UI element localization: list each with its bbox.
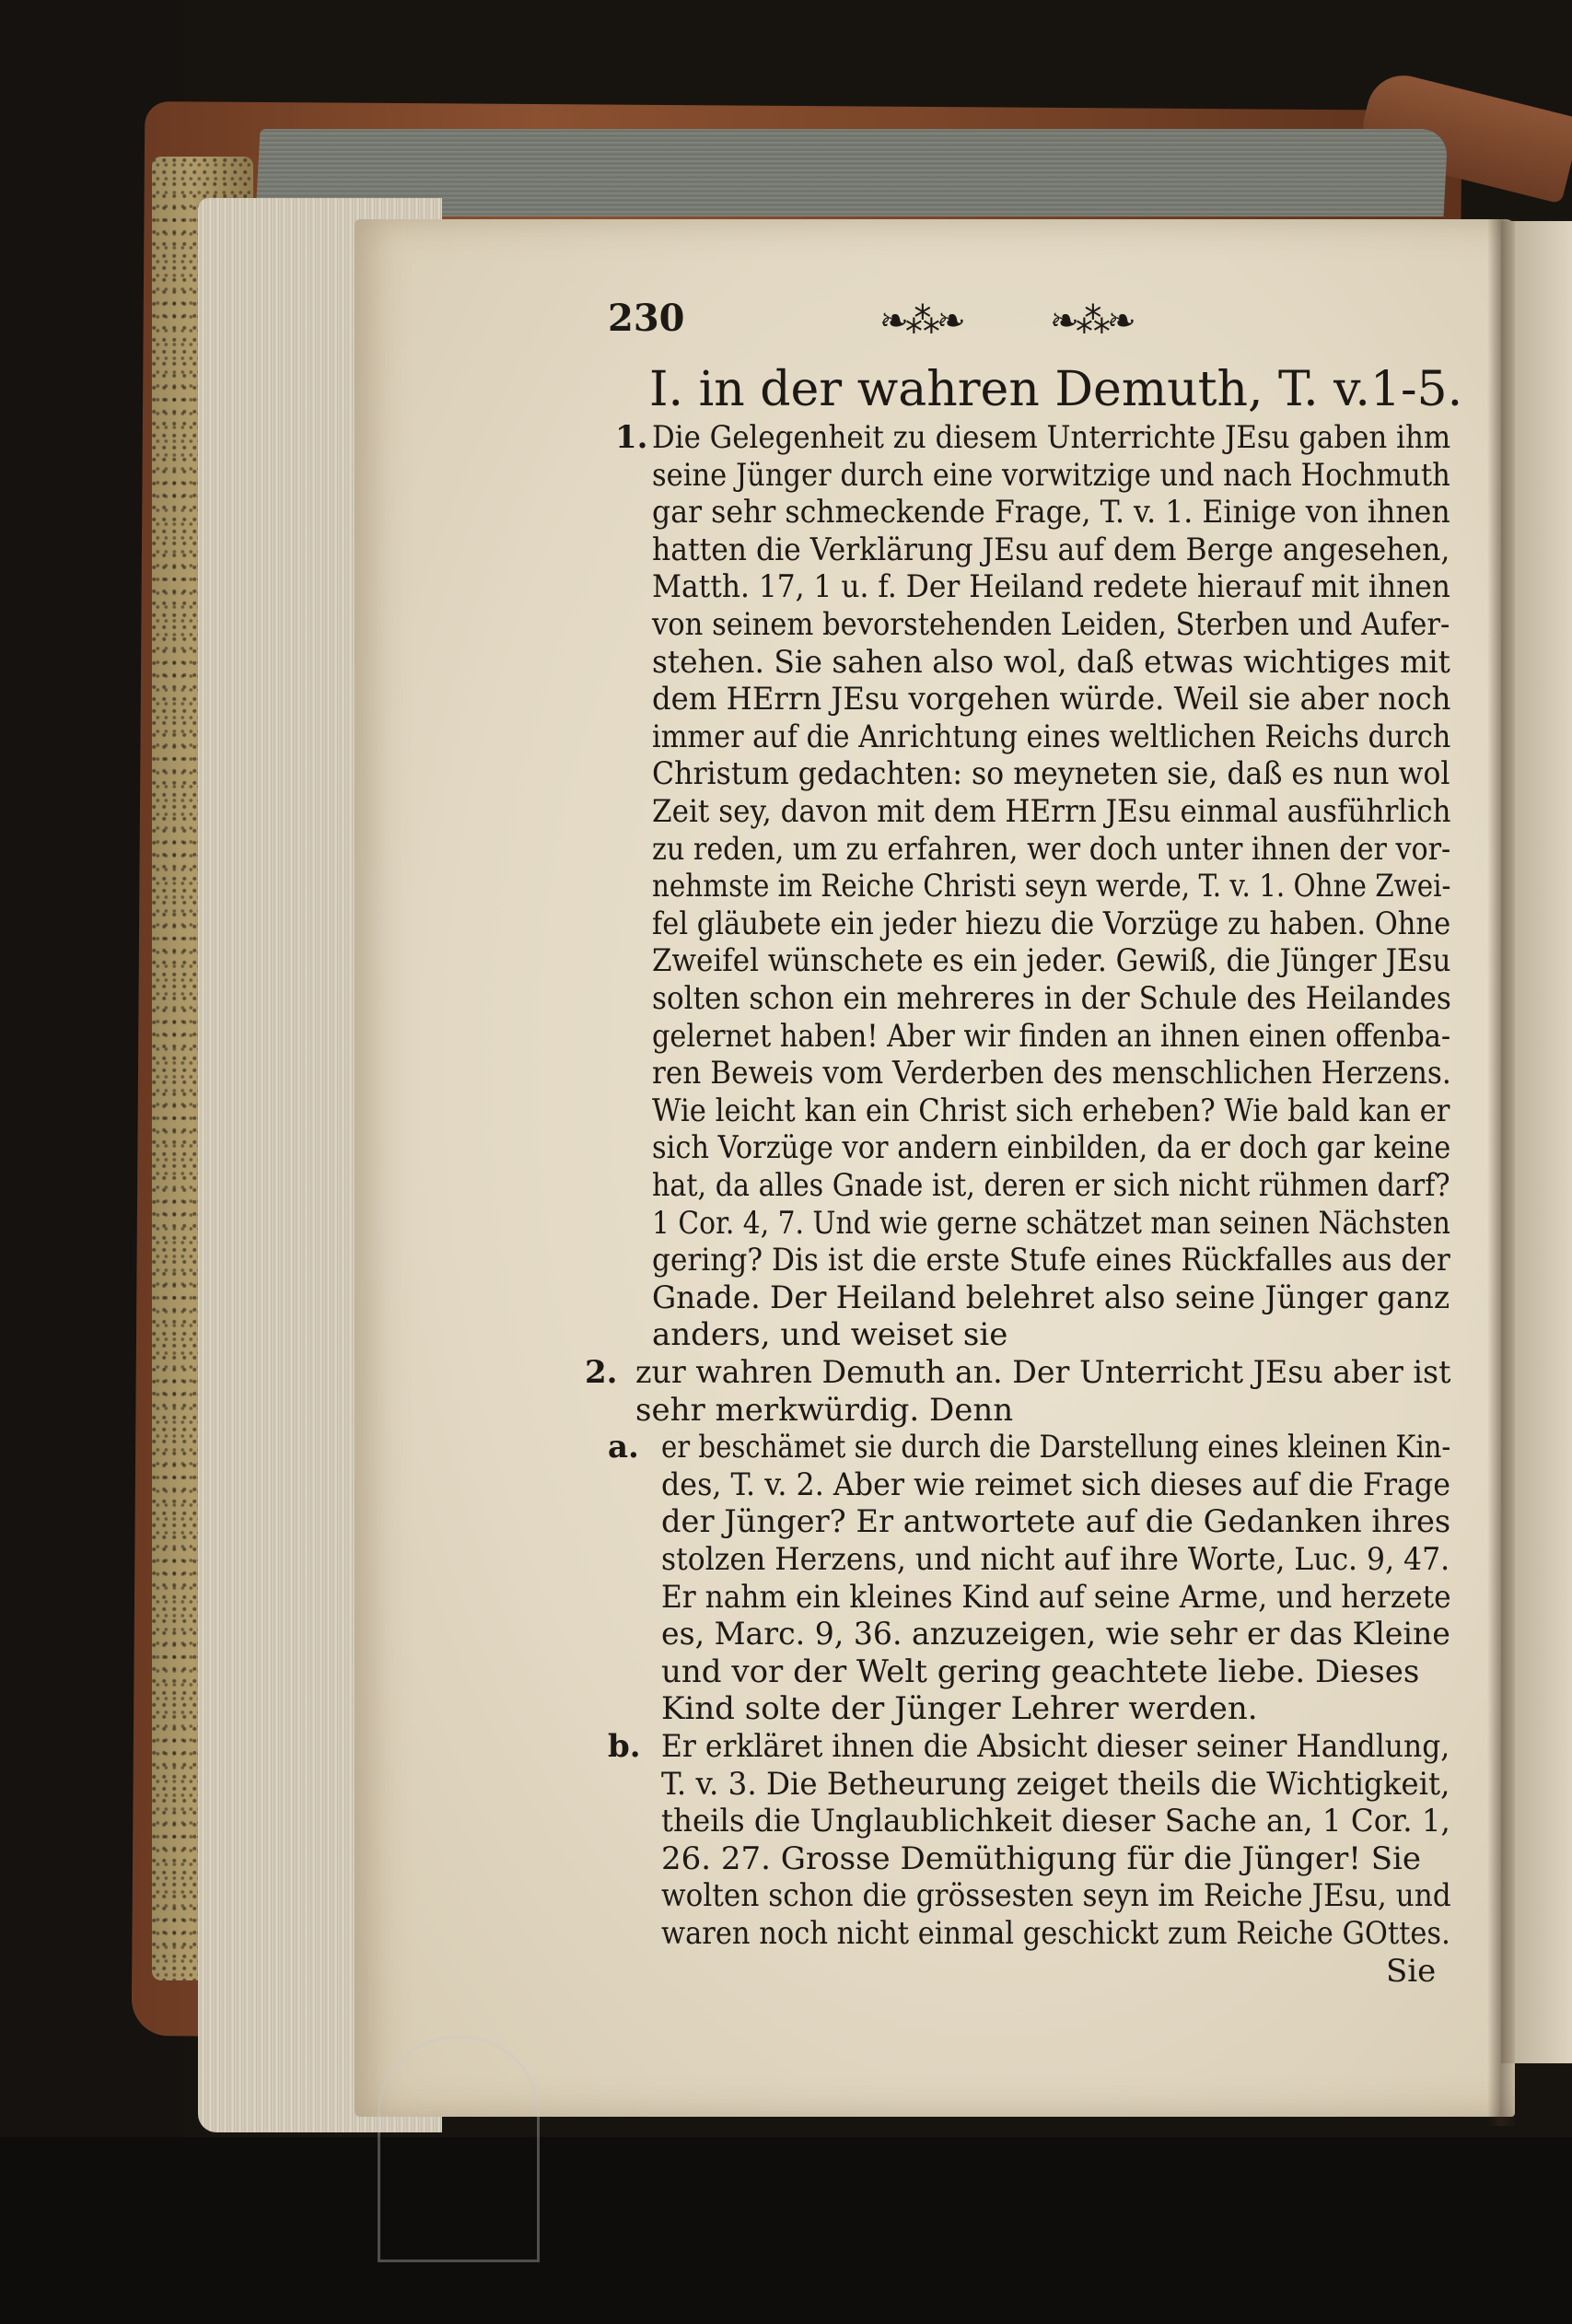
text-line: gar sehr schmeckende Frage, T. v. 1. Einige von ihnen [652, 494, 1450, 531]
text-line: Er erkläret ihnen die Absicht dieser seiner Handlung, [661, 1728, 1450, 1765]
text-line: Zeit sey, davon mit dem HErrn JEsu einmal ausführlich [652, 793, 1451, 830]
list-marker: a. [608, 1429, 639, 1466]
text-line: sich Vorzüge vor andern einbilden, da er doch gar keine [652, 1129, 1451, 1167]
page-gutter [1487, 219, 1515, 2126]
ornament-right-icon: ❧⁂❧ [1050, 300, 1133, 341]
list-marker: b. [608, 1728, 641, 1765]
text-line: T. v. 3. Die Betheurung zeiget theils die Wichtigkeit, [661, 1765, 1450, 1803]
text-line: 26. 27. Grosse Demüthigung für die Jünger! Sie [661, 1839, 1421, 1877]
text-line: seine Jünger durch eine vorwitzige und nach Hochmuth [652, 456, 1450, 494]
text-line: Christum gedachten: so meyneten sie, daß es nun wol [652, 755, 1450, 793]
text-line: er beschämet sie durch die Darstellung eines kleinen Kin- [661, 1429, 1451, 1466]
text-line: ren Beweis vom Verderben des menschlichen Herzens. [652, 1055, 1451, 1092]
text-line: hatten die Verklärung JEsu auf dem Berge angesehen, [652, 531, 1450, 568]
text-line: wolten schon die grössesten seyn im Reiche JEsu, und [661, 1877, 1451, 1915]
text-line: dem HErrn JEsu vorgehen würde. Weil sie aber noch [652, 681, 1451, 718]
text-line: Gnade. Der Heiland belehret also seine Jünger ganz [652, 1279, 1450, 1316]
page-clip [378, 2036, 540, 2262]
text-line: der Jünger? Er antwortete auf die Gedanken ihres [661, 1503, 1451, 1541]
page-number: 230 [608, 297, 685, 340]
list-marker: 1. [615, 419, 648, 456]
text-line: anders, und weiset sie [652, 1316, 1008, 1354]
text-line: Matth. 17, 1 u. f. Der Heiland redete hierauf mit ihnen [652, 568, 1450, 606]
text-line: Er nahm ein kleines Kind auf seine Arme, und herzete [661, 1578, 1451, 1616]
text-line: des, T. v. 2. Aber wie reimet sich dieses auf die Frage [661, 1466, 1451, 1503]
text-line: hat, da alles Gnade ist, deren er sich nicht rühmen darf? [652, 1167, 1450, 1204]
text-line: theils die Unglaublichkeit dieser Sache an, 1 Cor. 1, [661, 1803, 1450, 1840]
text-line: zu reden, um zu erfahren, wer doch unter ihnen der vor- [652, 830, 1451, 868]
ornament-left-icon: ❧⁂❧ [879, 300, 962, 341]
text-line: Sie [1386, 1952, 1437, 1990]
text-line: solten schon ein mehreres in der Schule des Heilandes [652, 980, 1451, 1017]
text-line: 1 Cor. 4, 7. Und wie gerne schätzet man seinen Nächsten [652, 1204, 1450, 1242]
text-line: Die Gelegenheit zu diesem Unterrichte JEsu gaben ihm [652, 419, 1451, 456]
page-header [608, 297, 1197, 352]
list-marker: 2. [585, 1354, 618, 1391]
text-line: Kind solte der Jünger Lehrer werden. [661, 1690, 1258, 1728]
text-line: immer auf die Anrichtung eines weltlichen Reichs durch [652, 718, 1451, 755]
text-line: gering? Dis ist die erste Stufe eines Rückfalles aus der [652, 1242, 1450, 1279]
section-heading: I. in der wahren Demuth, T. v.1-5. [649, 362, 1463, 417]
text-line: es, Marc. 9, 36. anzuzeigen, wie sehr er das Kleine [661, 1616, 1450, 1653]
text-line: von seinem bevorstehenden Leiden, Sterben und Aufer- [652, 606, 1450, 643]
text-line: und vor der Welt gering geachtete liebe. Dieses [661, 1652, 1420, 1690]
text-line: stehen. Sie sahen also wol, daß etwas wichtiges mit [652, 643, 1450, 681]
text-line: nehmste im Reiche Christi seyn werde, T. v. 1. Ohne Zwei- [652, 868, 1451, 905]
text-line: waren noch nicht einmal geschickt zum Reiche GOttes. [661, 1915, 1450, 1952]
text-line: Wie leicht kan ein Christ sich erheben? Wie bald kan er [652, 1092, 1450, 1129]
text-line: sehr merkwürdig. Denn [635, 1391, 1014, 1429]
text-line: gelernet haben! Aber wir finden an ihnen einen offenba- [652, 1017, 1451, 1055]
text-line: Zweifel wünschete es ein jeder. Gewiß, die Jünger JEsu [652, 942, 1451, 980]
text-line: stolzen Herzens, und nicht auf ihre Worte, Luc. 9, 47. [661, 1541, 1450, 1578]
text-line: zur wahren Demuth an. Der Unterricht JEsu aber ist [635, 1354, 1451, 1391]
text-line: fel gläubete ein jeder hiezu die Vorzüge zu haben. Ohne [652, 905, 1451, 942]
background-bottom [0, 2137, 1572, 2324]
